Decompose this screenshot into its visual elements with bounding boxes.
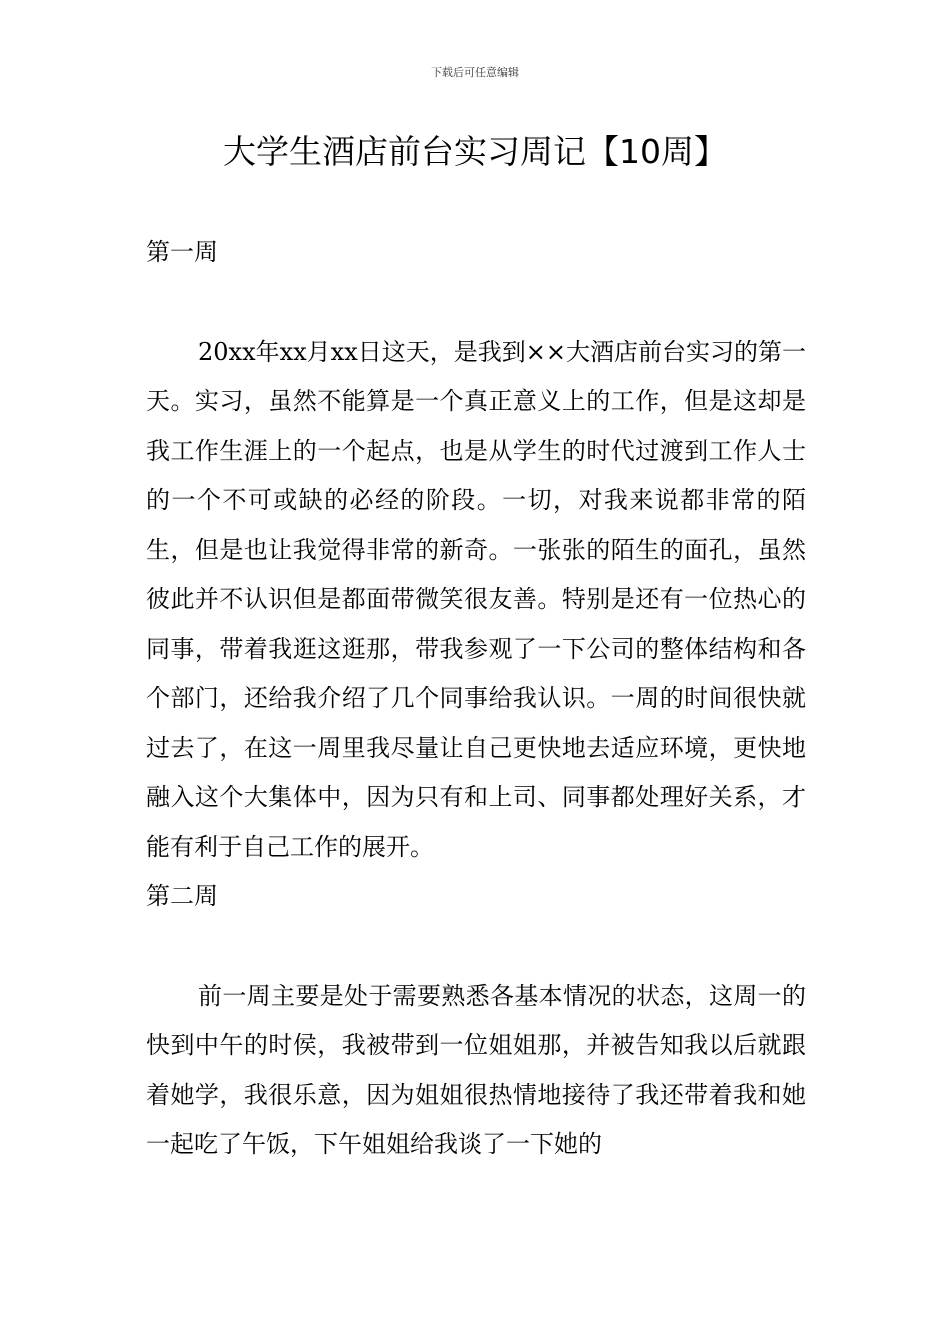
document-body xyxy=(146,228,806,1170)
spacer xyxy=(146,278,806,328)
section-heading-week-1: 第一周 xyxy=(146,238,218,266)
section-heading-week-2: 第二周 xyxy=(146,882,218,910)
section-paragraph-week-1: 20xx年xx月xx日这天，是我到××大酒店前台实习的第一天。实习，虽然不能算是一个真正意义上的工作，但是这却是我工作生涯上的一个起点，也是从学生的时代过渡到工作人士的一个不可或缺的必经的阶段。一切，对我来说都非常的陌生，但是也让我觉得非常的新奇。一张张的陌生的面孔，虽然彼此并不认识但是都面带微笑很友善。特别是还有一位热心的同事，带着我逛这逛那，带我参观了一下公司的整体结构和各个部门，还给我介绍了几个同事给我认识。一周的时间很快就过去了，在这一周里我尽量让自己更快地去适应环境，更快地融入这个大集体中，因为只有和上司、同事都处理好关系，才能有利于自己工作的展开。 xyxy=(146,337,806,861)
header-note: 下载后可任意编辑 xyxy=(431,66,519,79)
spacer xyxy=(146,922,806,972)
section-paragraph-week-2: 前一周主要是处于需要熟悉各基本情况的状态，这周一的快到中午的时侯，我被带到一位姐姐那，并被告知我以后就跟着她学，我很乐意，因为姐姐很热情地接待了我还带着我和她一起吃了午饭，下午姐姐给我谈了一下她的 xyxy=(146,981,806,1158)
document-title: 大学生酒店前台实习周记【10周】 xyxy=(223,132,727,171)
